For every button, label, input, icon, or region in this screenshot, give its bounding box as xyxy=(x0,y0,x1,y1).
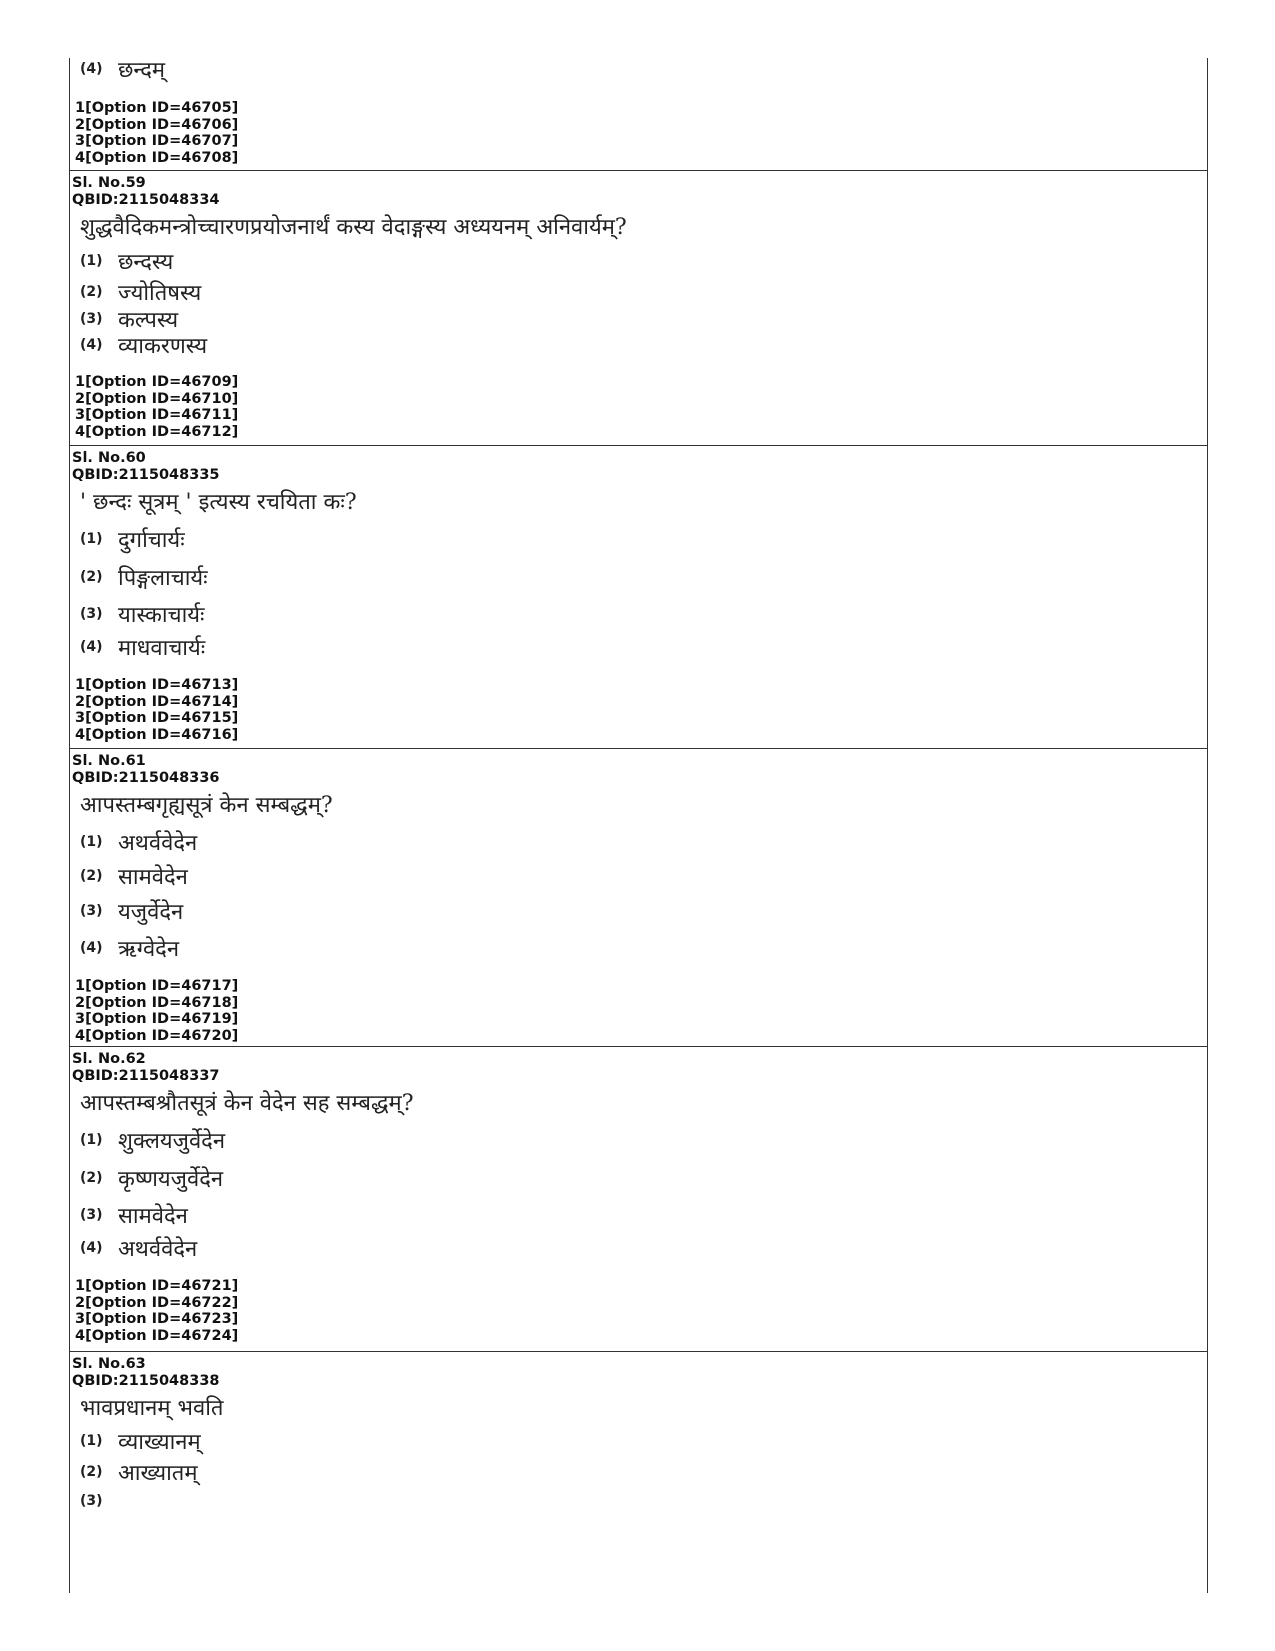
option-id: 3[Option ID=46723] xyxy=(75,1311,239,1327)
option-row xyxy=(80,896,183,926)
option-row xyxy=(80,246,173,276)
serial-number: Sl. No.63 xyxy=(72,1356,146,1372)
question-block-62 xyxy=(70,1046,1207,1351)
option-text: आख्यातम् xyxy=(118,1461,198,1486)
question-block-63 xyxy=(70,1351,1207,1593)
option-text: ज्योतिषस्य xyxy=(118,281,202,306)
question-header xyxy=(72,753,220,786)
option-row xyxy=(80,58,165,84)
option-number: (2) xyxy=(80,569,103,585)
option-text: सामवेदेन xyxy=(118,865,188,890)
option-number: (1) xyxy=(80,1132,103,1148)
option-id-list xyxy=(75,677,238,743)
option-id: 2[Option ID=46714] xyxy=(75,693,239,710)
option-id: 1[Option ID=46717] xyxy=(75,978,239,994)
option-text: सामवेदेन xyxy=(118,1204,188,1229)
option-row xyxy=(80,1233,197,1263)
option-number: (3) xyxy=(80,606,103,622)
option-id: 3[Option ID=46715] xyxy=(75,710,239,726)
serial-number: Sl. No.62 xyxy=(72,1051,146,1067)
question-header xyxy=(72,450,220,483)
option-id-list xyxy=(75,1278,238,1344)
option-text: अथर्ववेदेन xyxy=(118,831,198,856)
option-text: शुक्लयजुर्वेदेन xyxy=(118,1129,226,1154)
option-id: 2[Option ID=46710] xyxy=(75,390,239,407)
option-number: (3) xyxy=(80,311,103,327)
option-text: यजुर्वेदेन xyxy=(118,900,184,925)
option-row xyxy=(80,1200,188,1230)
option-id: 1[Option ID=46705] xyxy=(75,100,239,116)
qbid: QBID:2115048338 xyxy=(72,1372,220,1389)
option-id-list xyxy=(75,100,238,166)
question-text: भावप्रधानम् भवति xyxy=(80,1396,224,1421)
question-text: शुद्धवैदिकमन्त्रोच्चारणप्रयोजनार्थं कस्य वेदाङ्गस्य अध्ययनम् अनिवार्यम्? xyxy=(80,215,627,240)
serial-number: Sl. No.59 xyxy=(72,175,146,191)
option-id-list xyxy=(75,978,238,1044)
option-row xyxy=(80,827,197,857)
question-header xyxy=(72,1051,220,1084)
qbid: QBID:2115048336 xyxy=(72,769,220,786)
option-number: (1) xyxy=(80,253,103,269)
question-text: ' छन्दः सूत्रम् ' इत्यस्य रचयिता कः? xyxy=(80,490,357,515)
option-id: 4[Option ID=46708] xyxy=(75,149,239,166)
option-row xyxy=(80,1426,201,1456)
option-id: 1[Option ID=46709] xyxy=(75,374,239,390)
option-text: व्याकरणस्य xyxy=(118,334,208,359)
option-id: 4[Option ID=46720] xyxy=(75,1027,239,1044)
option-id: 1[Option ID=46713] xyxy=(75,677,239,693)
question-block-59 xyxy=(70,170,1207,445)
option-row xyxy=(80,330,207,360)
question-header xyxy=(72,1356,220,1389)
serial-number: Sl. No.61 xyxy=(72,753,146,769)
option-text: कल्पस्य xyxy=(118,308,179,333)
previous-question-tail xyxy=(70,58,1207,170)
option-row xyxy=(80,861,188,891)
option-id-list xyxy=(75,374,238,440)
option-text: पिङ्गलाचार्यः xyxy=(118,566,208,591)
option-row xyxy=(80,562,208,592)
option-id: 1[Option ID=46721] xyxy=(75,1278,239,1294)
option-text: ऋग्वेदेन xyxy=(118,937,180,962)
question-text: आपस्तम्बगृह्यसूत्रं केन सम्बद्धम्? xyxy=(80,793,333,818)
serial-number: Sl. No.60 xyxy=(72,450,146,466)
option-row xyxy=(80,524,185,554)
question-block-61 xyxy=(70,748,1207,1046)
option-text: छन्दस्य xyxy=(118,250,174,275)
option-id: 2[Option ID=46718] xyxy=(75,994,239,1011)
option-number: (2) xyxy=(80,1464,103,1480)
option-number: (3) xyxy=(80,1207,103,1223)
option-text: छन्दम् xyxy=(118,58,166,83)
option-id: 2[Option ID=46722] xyxy=(75,1294,239,1311)
qbid: QBID:2115048334 xyxy=(72,191,220,208)
option-number: (4) xyxy=(80,337,103,353)
option-text: कृष्णयजुर्वेदेन xyxy=(118,1167,224,1192)
option-row xyxy=(80,933,179,963)
option-number: (1) xyxy=(80,834,103,850)
option-number: (3) xyxy=(80,903,103,919)
option-id: 3[Option ID=46719] xyxy=(75,1011,239,1027)
option-text: यास्काचार्यः xyxy=(118,603,205,628)
option-number: (2) xyxy=(80,284,103,300)
option-id: 4[Option ID=46716] xyxy=(75,726,239,743)
option-number: (2) xyxy=(80,868,103,884)
question-header xyxy=(72,175,220,208)
option-number: (1) xyxy=(80,1433,103,1449)
question-text: आपस्तम्बश्रौतसूत्रं केन वेदेन सह सम्बद्धम्? xyxy=(80,1091,414,1116)
option-row xyxy=(80,277,201,307)
option-row xyxy=(80,1125,225,1155)
question-paper-page xyxy=(69,58,1208,1593)
option-id: 2[Option ID=46706] xyxy=(75,116,239,133)
question-block-60 xyxy=(70,445,1207,748)
option-id: 3[Option ID=46707] xyxy=(75,133,239,149)
qbid: QBID:2115048335 xyxy=(72,466,220,483)
option-text: अथर्ववेदेन xyxy=(118,1237,198,1262)
option-number: (4) xyxy=(80,940,103,956)
option-id: 3[Option ID=46711] xyxy=(75,407,239,423)
option-number: (4) xyxy=(80,639,103,655)
option-id: 4[Option ID=46712] xyxy=(75,423,239,440)
option-number: (4) xyxy=(80,61,103,77)
option-text: माधवाचार्यः xyxy=(118,636,206,661)
qbid: QBID:2115048337 xyxy=(72,1067,220,1084)
option-number: (1) xyxy=(80,531,103,547)
option-text: व्याख्यानम् xyxy=(118,1430,201,1455)
option-row xyxy=(80,599,204,629)
option-row xyxy=(80,1488,118,1513)
option-number: (3) xyxy=(80,1492,103,1509)
option-row xyxy=(80,1457,198,1487)
option-id: 4[Option ID=46724] xyxy=(75,1327,239,1344)
option-row xyxy=(80,1163,223,1193)
option-number: (4) xyxy=(80,1240,103,1256)
option-text: दुर्गाचार्यः xyxy=(118,528,185,553)
option-row xyxy=(80,632,205,662)
option-number: (2) xyxy=(80,1170,103,1186)
